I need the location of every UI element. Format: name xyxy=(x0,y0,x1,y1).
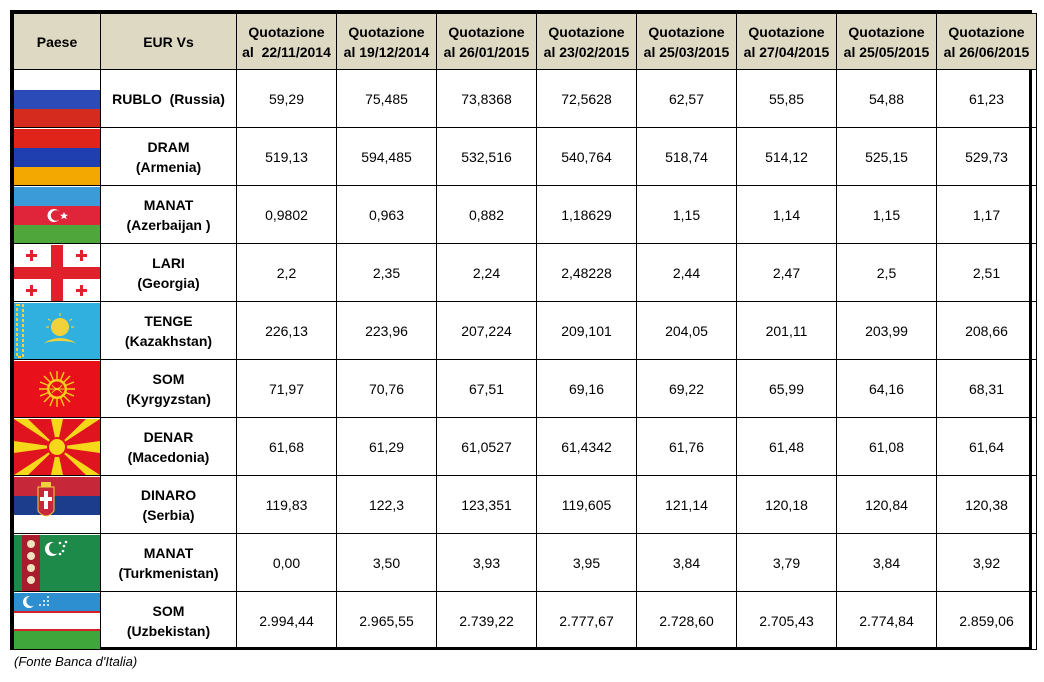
rate-cell: 119,605 xyxy=(537,476,637,534)
country-name: (Turkmenistan) xyxy=(118,564,219,581)
rate-cell: 75,485 xyxy=(337,70,437,128)
currency-cell xyxy=(101,476,237,534)
serbia-flag-icon xyxy=(14,477,100,533)
flag-cell xyxy=(14,476,101,534)
rate-cell: 0,00 xyxy=(237,534,337,592)
rate-cell: 529,73 xyxy=(937,128,1037,186)
rate-cell: 3,84 xyxy=(837,534,937,592)
rate-cell: 1,15 xyxy=(837,186,937,244)
macedonia-flag-icon xyxy=(14,419,100,475)
rate-cell: 540,764 xyxy=(537,128,637,186)
rate-cell: 61,68 xyxy=(237,418,337,476)
rate-cell: 121,14 xyxy=(637,476,737,534)
table-row xyxy=(14,186,1037,244)
rate-cell: 68,31 xyxy=(937,360,1037,418)
rate-cell: 61,64 xyxy=(937,418,1037,476)
rate-cell: 2.739,22 xyxy=(437,592,537,650)
rate-cell: 223,96 xyxy=(337,302,437,360)
currency-name: RUBLO (Russia) xyxy=(112,90,225,107)
rate-cell: 61,48 xyxy=(737,418,837,476)
rate-cell: 0,9802 xyxy=(237,186,337,244)
rate-cell: 59,29 xyxy=(237,70,337,128)
rate-cell: 3,79 xyxy=(737,534,837,592)
table-row xyxy=(14,302,1037,360)
currency-cell xyxy=(101,70,237,128)
header-date-3: Quotazione al 26/01/2015 xyxy=(437,14,537,70)
country-name: (Kazakhstan) xyxy=(124,332,213,349)
rate-cell: 0,963 xyxy=(337,186,437,244)
georgia-flag-icon xyxy=(14,245,100,301)
azerbaijan-flag-icon xyxy=(14,187,100,243)
rate-cell: 532,516 xyxy=(437,128,537,186)
rate-cell: 61,4342 xyxy=(537,418,637,476)
header-paese: Paese xyxy=(14,14,101,70)
currency-cell xyxy=(101,186,237,244)
armenia-flag-icon xyxy=(14,129,100,185)
currency-name: MANAT xyxy=(143,196,194,213)
country-name: (Serbia) xyxy=(142,506,195,523)
table-row xyxy=(14,592,1037,650)
rate-cell: 72,5628 xyxy=(537,70,637,128)
rate-cell: 201,11 xyxy=(737,302,837,360)
flag-cell xyxy=(14,128,101,186)
table-row xyxy=(14,244,1037,302)
rate-cell: 208,66 xyxy=(937,302,1037,360)
rate-cell: 2.705,43 xyxy=(737,592,837,650)
rate-cell: 2.777,67 xyxy=(537,592,637,650)
russia-flag-icon xyxy=(14,71,100,127)
kazakhstan-flag-icon xyxy=(14,303,100,359)
table-row xyxy=(14,128,1037,186)
header-date-1: Quotazione al 22/11/2014 xyxy=(237,14,337,70)
rate-cell: 2,2 xyxy=(237,244,337,302)
rate-cell: 3,95 xyxy=(537,534,637,592)
country-name: (Kyrgyzstan) xyxy=(126,390,211,407)
country-name: (Armenia) xyxy=(135,158,202,175)
rate-cell: 71,97 xyxy=(237,360,337,418)
rate-cell: 70,76 xyxy=(337,360,437,418)
rate-cell: 120,84 xyxy=(837,476,937,534)
currency-name: TENGE xyxy=(144,312,193,329)
flag-cell xyxy=(14,70,101,128)
header-date-5: Quotazione al 25/03/2015 xyxy=(637,14,737,70)
rate-cell: 2.994,44 xyxy=(237,592,337,650)
rate-cell: 69,22 xyxy=(637,360,737,418)
currency-cell xyxy=(101,244,237,302)
header-eur-vs: EUR Vs xyxy=(101,14,237,70)
rate-cell: 2,51 xyxy=(937,244,1037,302)
kyrgyzstan-flag-icon xyxy=(14,361,100,417)
header-date-2: Quotazione al 19/12/2014 xyxy=(337,14,437,70)
uzbekistan-flag-icon xyxy=(14,593,100,649)
rate-cell: 73,8368 xyxy=(437,70,537,128)
rate-cell: 65,99 xyxy=(737,360,837,418)
header-date-6: Quotazione al 27/04/2015 xyxy=(737,14,837,70)
rate-cell: 207,224 xyxy=(437,302,537,360)
rate-cell: 61,08 xyxy=(837,418,937,476)
rate-cell: 54,88 xyxy=(837,70,937,128)
currency-name: DRAM xyxy=(147,138,190,155)
rate-cell: 594,485 xyxy=(337,128,437,186)
rate-cell: 2.965,55 xyxy=(337,592,437,650)
rate-cell: 209,101 xyxy=(537,302,637,360)
rate-cell: 61,29 xyxy=(337,418,437,476)
exchange-rate-table xyxy=(13,13,1037,650)
rate-cell: 123,351 xyxy=(437,476,537,534)
rate-cell: 2,5 xyxy=(837,244,937,302)
rate-cell: 203,99 xyxy=(837,302,937,360)
rate-cell: 1,18629 xyxy=(537,186,637,244)
flag-cell xyxy=(14,592,101,650)
header-date-7: Quotazione al 25/05/2015 xyxy=(837,14,937,70)
currency-cell xyxy=(101,534,237,592)
rate-cell: 3,93 xyxy=(437,534,537,592)
currency-cell xyxy=(101,592,237,650)
rate-cell: 64,16 xyxy=(837,360,937,418)
rate-cell: 0,882 xyxy=(437,186,537,244)
rate-cell: 226,13 xyxy=(237,302,337,360)
rate-cell: 3,50 xyxy=(337,534,437,592)
rate-cell: 67,51 xyxy=(437,360,537,418)
rate-cell: 1,15 xyxy=(637,186,737,244)
table-row xyxy=(14,534,1037,592)
rate-cell: 2.728,60 xyxy=(637,592,737,650)
rate-cell: 62,57 xyxy=(637,70,737,128)
rate-cell: 2.774,84 xyxy=(837,592,937,650)
currency-name: DENAR xyxy=(143,428,194,445)
currency-cell xyxy=(101,418,237,476)
turkmenistan-flag-icon xyxy=(14,535,100,591)
currency-cell xyxy=(101,302,237,360)
rate-cell: 61,23 xyxy=(937,70,1037,128)
currency-cell xyxy=(101,360,237,418)
table-row xyxy=(14,476,1037,534)
rate-cell: 2,44 xyxy=(637,244,737,302)
flag-cell xyxy=(14,186,101,244)
rate-cell: 518,74 xyxy=(637,128,737,186)
currency-name: SOM xyxy=(152,370,185,387)
rate-cell: 519,13 xyxy=(237,128,337,186)
currency-name: SOM xyxy=(152,602,185,619)
rate-cell: 2.859,06 xyxy=(937,592,1037,650)
currency-name: LARI xyxy=(152,254,185,271)
rate-cell: 514,12 xyxy=(737,128,837,186)
header-date-4: Quotazione al 23/02/2015 xyxy=(537,14,637,70)
rate-cell: 3,92 xyxy=(937,534,1037,592)
rate-cell: 69,16 xyxy=(537,360,637,418)
rate-cell: 1,17 xyxy=(937,186,1037,244)
rate-cell: 61,76 xyxy=(637,418,737,476)
rate-cell: 2,35 xyxy=(337,244,437,302)
exchange-rate-table-frame xyxy=(10,10,1032,650)
rate-cell: 55,85 xyxy=(737,70,837,128)
table-row xyxy=(14,418,1037,476)
currency-name: MANAT xyxy=(143,544,194,561)
rate-cell: 119,83 xyxy=(237,476,337,534)
rate-cell: 120,38 xyxy=(937,476,1037,534)
rate-cell: 2,24 xyxy=(437,244,537,302)
rate-cell: 525,15 xyxy=(837,128,937,186)
table-row xyxy=(14,360,1037,418)
source-note: (Fonte Banca d'Italia) xyxy=(14,654,138,669)
rate-cell: 120,18 xyxy=(737,476,837,534)
table-row xyxy=(14,70,1037,128)
country-name: (Uzbekistan) xyxy=(126,622,211,639)
rate-cell: 122,3 xyxy=(337,476,437,534)
rate-cell: 61,0527 xyxy=(437,418,537,476)
country-name: (Macedonia) xyxy=(127,448,210,465)
header-row xyxy=(14,14,1037,70)
flag-cell xyxy=(14,302,101,360)
country-name: (Azerbaijan ) xyxy=(126,216,211,233)
rate-cell: 1,14 xyxy=(737,186,837,244)
flag-cell xyxy=(14,418,101,476)
flag-cell xyxy=(14,360,101,418)
header-date-8: Quotazione al 26/06/2015 xyxy=(937,14,1037,70)
rate-cell: 2,48228 xyxy=(537,244,637,302)
currency-cell xyxy=(101,128,237,186)
currency-name: DINARO xyxy=(140,486,197,503)
flag-cell xyxy=(14,244,101,302)
rate-cell: 2,47 xyxy=(737,244,837,302)
country-name: (Georgia) xyxy=(137,274,200,291)
rate-cell: 3,84 xyxy=(637,534,737,592)
rate-cell: 204,05 xyxy=(637,302,737,360)
flag-cell xyxy=(14,534,101,592)
